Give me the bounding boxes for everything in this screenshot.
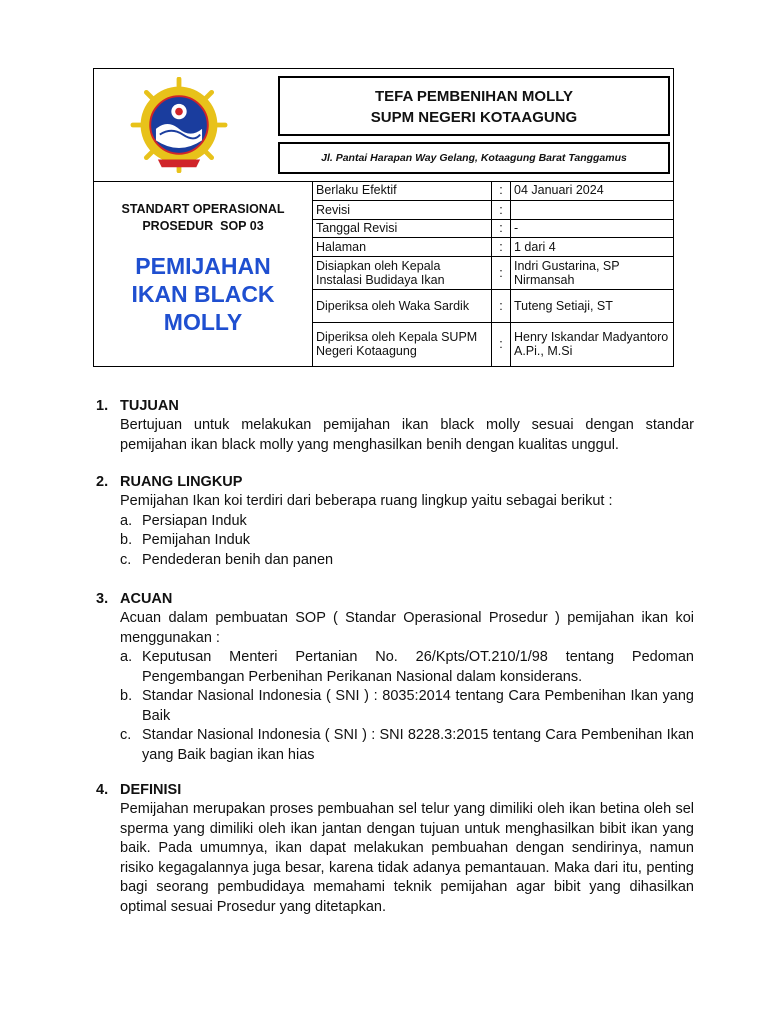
section-tujuan: [96, 397, 694, 455]
meta-row: [313, 219, 674, 237]
meta-row: [313, 200, 674, 219]
meta-key: Tanggal Revisi: [313, 219, 492, 237]
list-text: Pemijahan Induk: [142, 532, 251, 548]
section-number: 4.: [96, 782, 109, 798]
sop-meta-table: [313, 181, 674, 366]
institution-address: Jl. Pantai Harapan Way Gelang, Kotaagung Barat Tanggamus: [278, 142, 670, 174]
section-acuan: [96, 590, 694, 765]
sop-label-line-2: PROSEDUR SOP 03: [142, 219, 264, 233]
list-item: [120, 551, 694, 571]
list-text: Persiapan Induk: [142, 512, 247, 529]
meta-key: Revisi: [313, 200, 492, 219]
section-number: 3.: [96, 591, 109, 607]
section-paragraph: Bertujuan untuk melakukan pemijahan ikan black molly sesuai dengan standar pemijahan ikan black molly yang menghasilkan benih dengan kualitas unggul.: [120, 417, 694, 453]
sop-title-line-2: IKAN BLACK: [131, 281, 275, 307]
document-header: [93, 68, 674, 182]
list-item: [120, 531, 694, 551]
list-text: Pendederan benih dan panen: [142, 551, 334, 568]
sop-label-line-1: STANDART OPERASIONAL: [121, 202, 285, 216]
meta-colon: :: [492, 289, 511, 322]
meta-key: Disiapkan oleh Kepala Instalasi Budidaya Ikan: [313, 256, 492, 289]
list-marker: b.: [120, 688, 133, 704]
meta-value: 1 dari 4: [511, 237, 675, 256]
meta-row: [313, 256, 674, 289]
section-paragraph: Pemijahan merupakan proses pembuahan sel telur yang dimiliki oleh ikan betina oleh sel sperma yang dimiliki oleh ikan jantan dengan tujuan untuk menghasilkan bibit ikan yang baik. Pada umumnya, ikan dapat melakukan pembuahan dengan sendirinya, namun risiko kegagalannya juga besar, karena tidak adanya pemantauan. Maka dari itu, penting bagi seorang pembudidaya memahami teknik pemijahan agar bibit yang dihasilkan optimal sesuai Prosedur yang ditetapkan.: [120, 801, 694, 915]
meta-row: [313, 237, 674, 256]
list-marker: c.: [120, 727, 132, 743]
list-item: [120, 726, 694, 765]
meta-value: [511, 200, 675, 219]
list-text: Standar Nasional Indonesia ( SNI ) : SNI 8228.3:2015 tentang Cara Pembenihan Ikan yang Baik bagian ikan hias: [142, 727, 694, 763]
section-heading: [96, 473, 694, 492]
section-paragraph: Pemijahan Ikan koi terdiri dari beberapa ruang lingkup yaitu sebagai berikut :: [120, 493, 613, 509]
meta-value: Indri Gustarina, SP Nirmansah: [511, 256, 675, 289]
section-definisi: [96, 781, 694, 917]
meta-key: Diperiksa oleh Kepala SUPM Negeri Kotaagung: [313, 322, 492, 366]
list-text: Standar Nasional Indonesia ( SNI ) : 8035:2014 tentang Cara Pembenihan Ikan yang Baik: [142, 688, 694, 724]
list-marker: c.: [120, 551, 132, 568]
meta-value: -: [511, 219, 675, 237]
section-title: DEFINISI: [120, 782, 182, 798]
sop-label: [94, 201, 312, 235]
meta-key: Berlaku Efektif: [313, 181, 492, 200]
meta-row: [313, 289, 674, 322]
sop-title-line-3: MOLLY: [163, 309, 243, 335]
title-line-1: TEFA PEMBENIHAN MOLLY: [374, 88, 574, 105]
section-title: ACUAN: [120, 591, 173, 607]
section-heading: [96, 397, 694, 416]
meta-colon: :: [492, 181, 511, 200]
list-marker: b.: [120, 532, 133, 548]
list-item: [120, 687, 694, 726]
meta-colon: :: [492, 219, 511, 237]
meta-value: Henry Iskandar Madyantoro A.Pi., M.Si: [514, 330, 669, 359]
list-marker: a.: [120, 512, 133, 529]
sop-identity-cell: [94, 181, 313, 366]
sop-title-line-1: PEMIJAHAN: [135, 253, 271, 279]
list-marker: a.: [120, 649, 133, 665]
section-ruang-lingkup: [96, 473, 694, 570]
title-line-2: SUPM NEGERI KOTAAGUNG: [370, 109, 578, 126]
list-item: [120, 648, 694, 687]
list-text: Keputusan Menteri Pertanian No. 26/Kpts/OT.210/1/98 tentang Pedoman Pengembangan Perbenihan Perikanan Nasional dalam konsiderans.: [142, 649, 694, 685]
sop-info-block: [93, 181, 674, 367]
meta-colon: :: [492, 200, 511, 219]
meta-value: 04 Januari 2024: [511, 181, 675, 200]
meta-row: [313, 181, 674, 200]
section-number: 2.: [96, 474, 109, 490]
institution-title: [278, 76, 670, 136]
meta-colon: :: [492, 256, 511, 289]
school-logo: [130, 77, 228, 173]
meta-row: [313, 322, 674, 366]
section-paragraph: Acuan dalam pembuatan SOP ( Standar Operasional Prosedur ) pemijahan ikan koi menggunakan :: [120, 610, 694, 646]
meta-colon: :: [492, 322, 511, 366]
sop-title: [94, 252, 312, 336]
meta-key: Halaman: [313, 237, 492, 256]
section-title: RUANG LINGKUP: [120, 474, 243, 490]
section-heading: [96, 781, 694, 800]
meta-value: Tuteng Setiaji, ST: [511, 289, 675, 322]
section-number: 1.: [96, 398, 109, 414]
section-heading: [96, 590, 694, 609]
section-title: TUJUAN: [120, 398, 179, 414]
list-item: [120, 512, 694, 532]
meta-key: Diperiksa oleh Waka Sardik: [313, 289, 492, 322]
meta-colon: :: [492, 237, 511, 256]
